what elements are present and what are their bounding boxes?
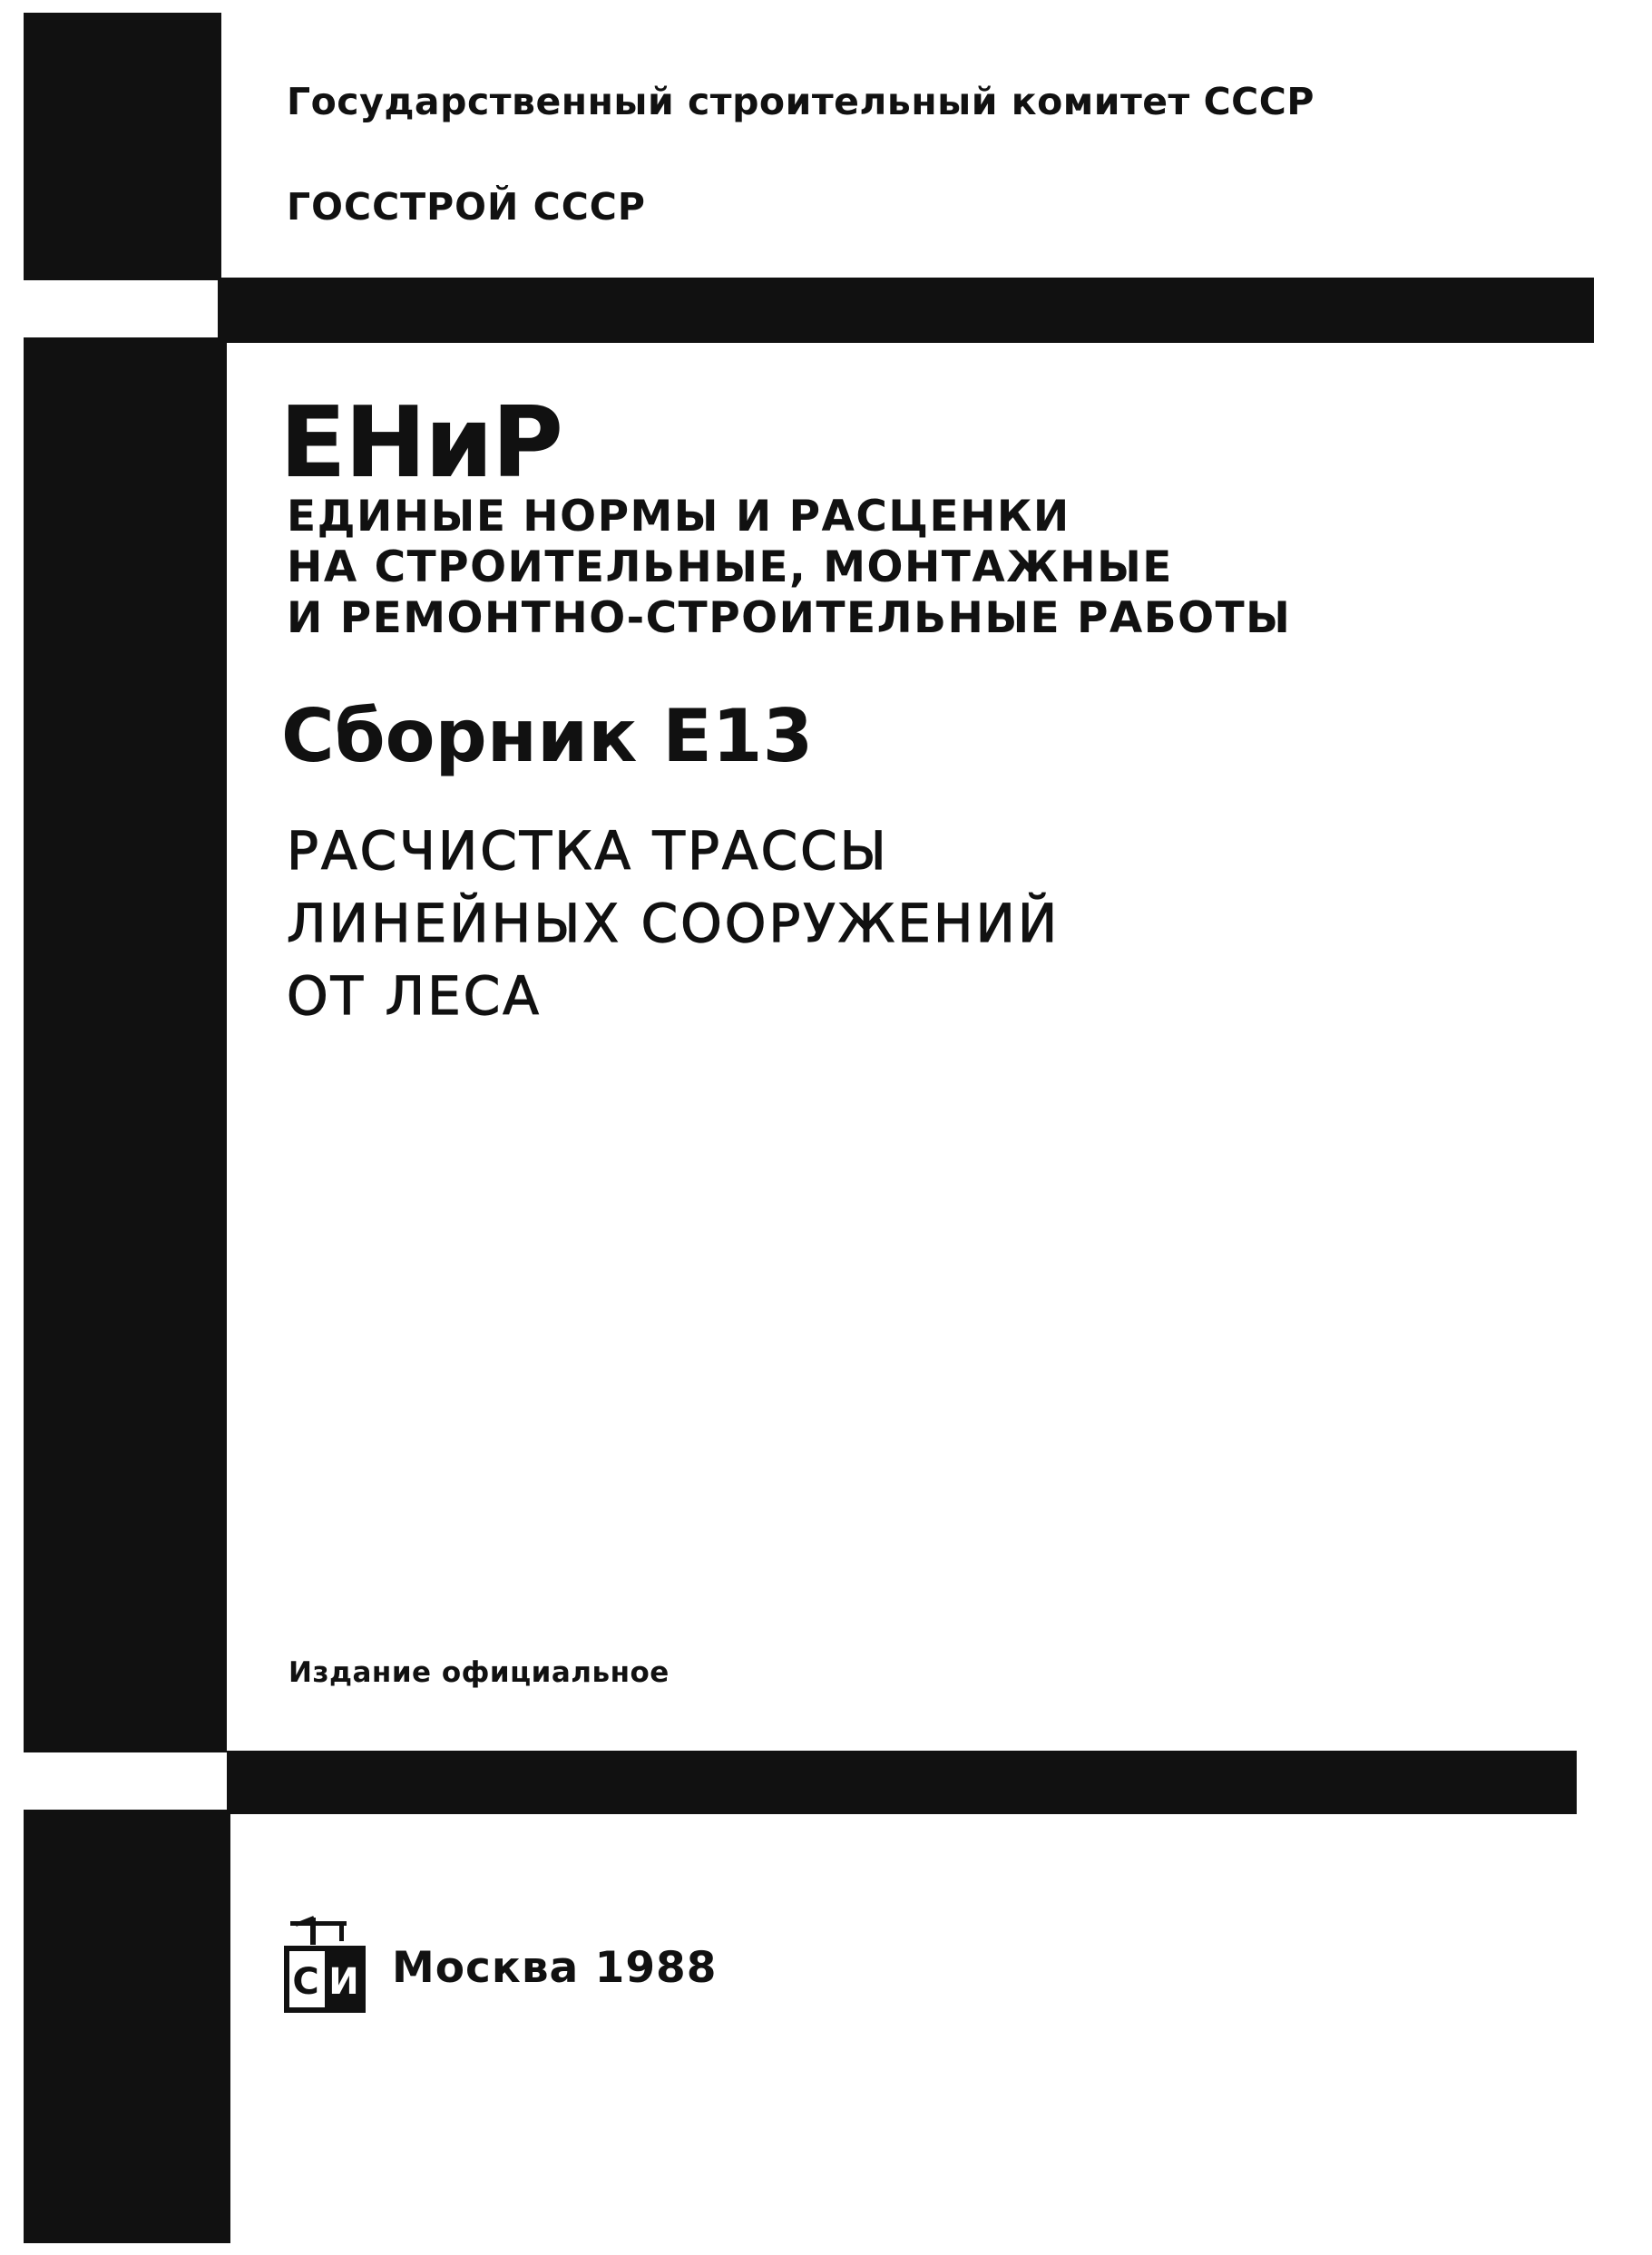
document-abbreviation: ЕНиР <box>279 386 562 500</box>
logo-letter-i: И <box>328 1961 359 2003</box>
committee-name: Государственный строительный комитет СССР <box>287 80 1315 123</box>
full-title-line: ЕДИНЫЕ НОРМЫ И РАСЦЕНКИ <box>287 492 1070 542</box>
subject-line: ОТ ЛЕСА <box>287 965 542 1027</box>
logo-letter-s: С <box>292 1961 319 2003</box>
edition-note: Издание официальное <box>288 1656 670 1689</box>
left-band-top <box>24 13 221 280</box>
publisher-logo-icon <box>283 1912 367 2014</box>
full-title-line: НА СТРОИТЕЛЬНЫЕ, МОНТАЖНЫЕ <box>287 542 1173 592</box>
subject-line: РАСЧИСТКА ТРАССЫ <box>287 820 889 882</box>
bottom-divider-bar <box>227 1751 1577 1814</box>
publication-place-year: Москва 1988 <box>392 1943 718 1993</box>
subject-line: ЛИНЕЙНЫХ СООРУЖЕНИЙ <box>287 893 1061 954</box>
top-divider-bar <box>218 278 1594 343</box>
collection-title: Сборник Е13 <box>281 694 814 778</box>
collection-subject <box>287 815 1060 1032</box>
left-band-middle <box>24 337 227 1752</box>
organization-short-name: ГОССТРОЙ СССР <box>287 185 646 229</box>
full-title-line: И РЕМОНТНО-СТРОИТЕЛЬНЫЕ РАБОТЫ <box>287 593 1292 643</box>
document-full-title <box>287 492 1291 644</box>
left-band-bottom <box>24 1810 230 2243</box>
